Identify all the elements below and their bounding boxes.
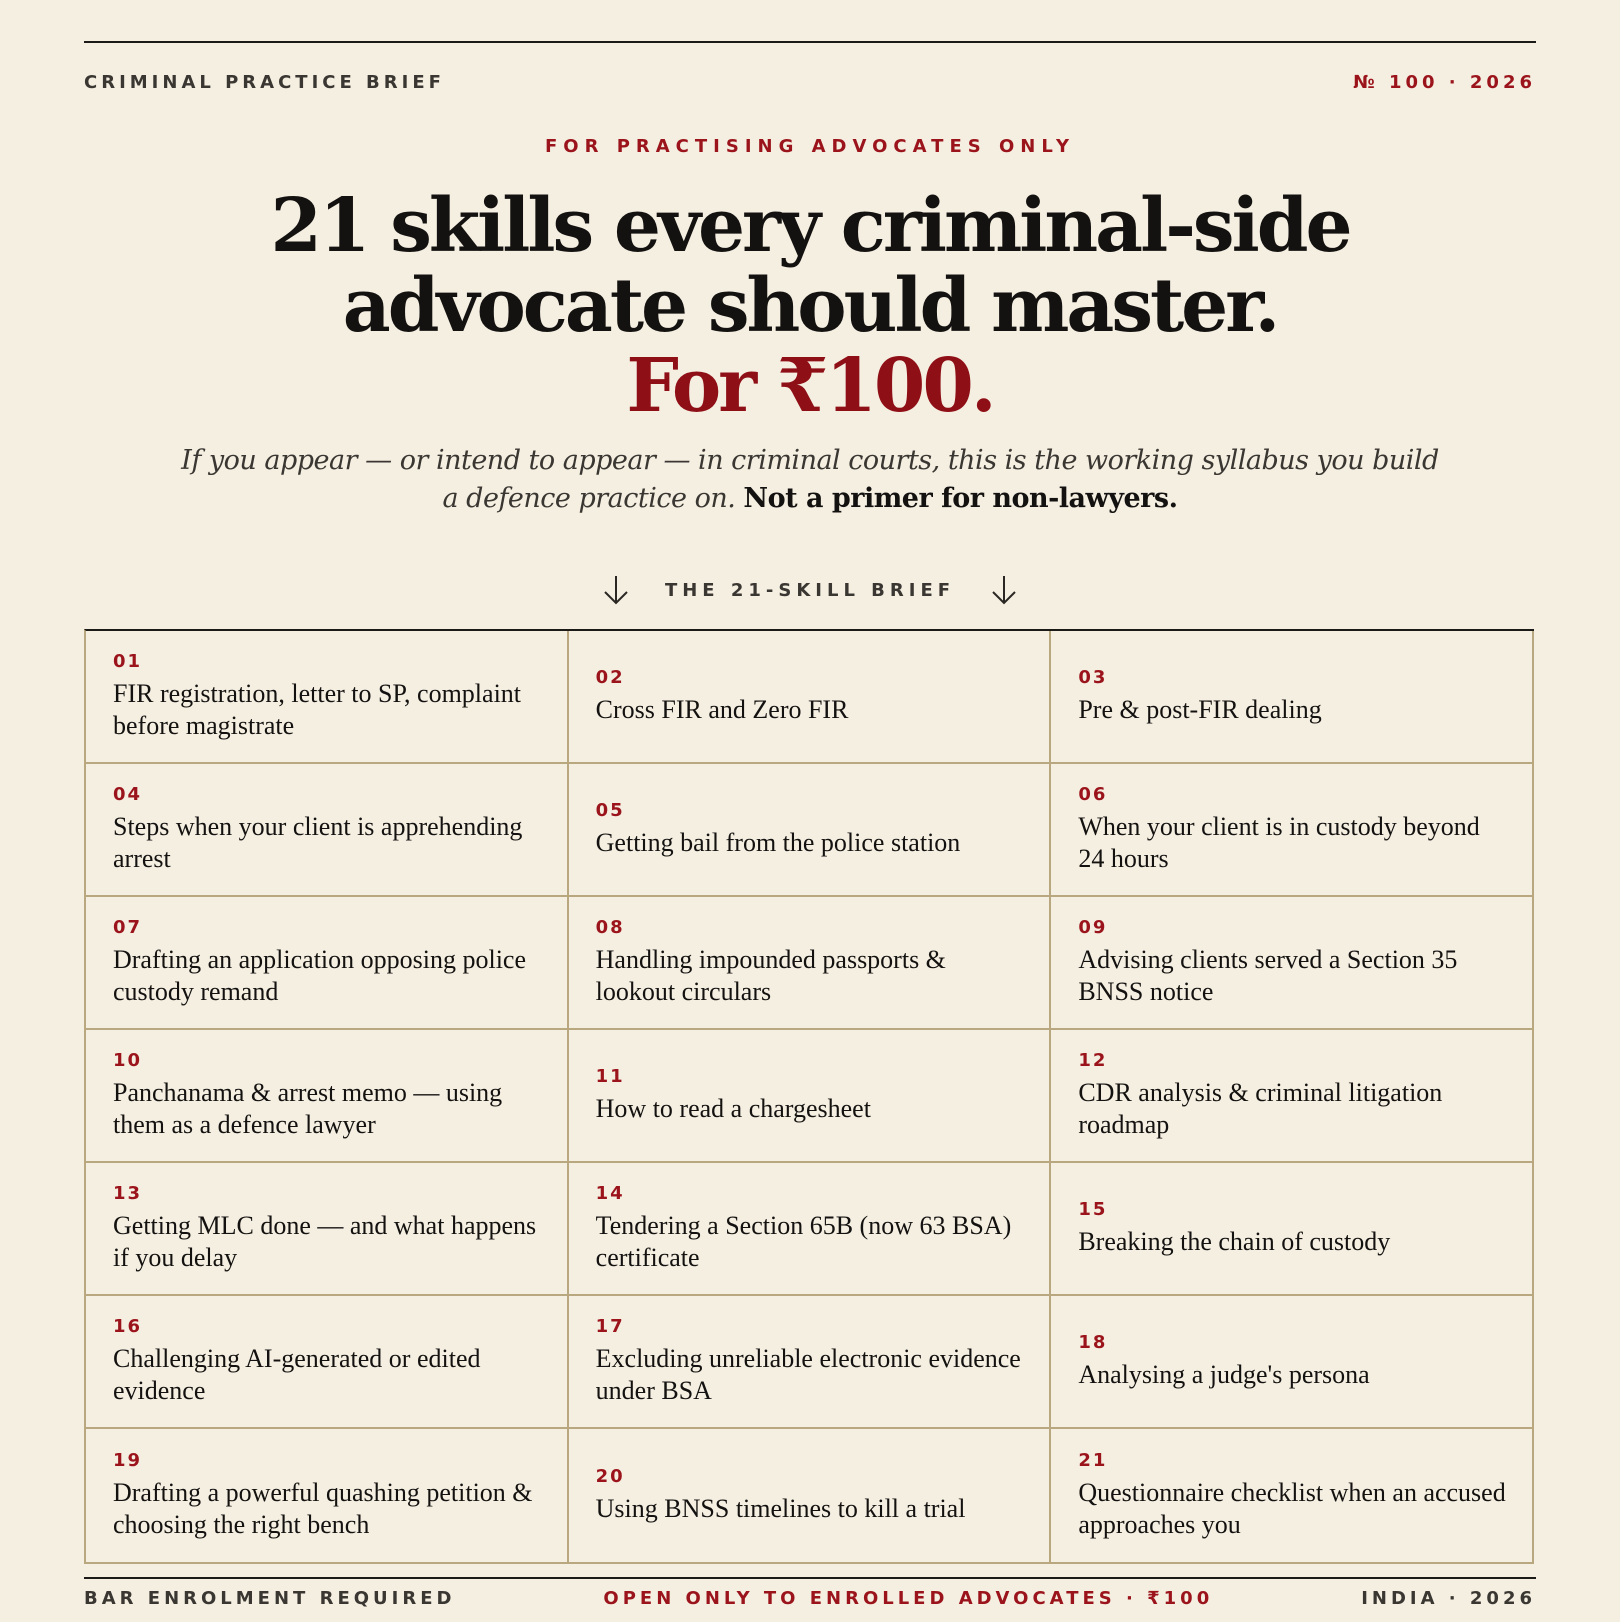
skill-label: Cross FIR and Zero FIR [595, 695, 849, 724]
skill-number: 04 [113, 784, 143, 805]
skill-item [86, 764, 569, 897]
skill-label: Drafting an application opposing police custody remand [113, 945, 527, 1006]
skill-number: 19 [113, 1450, 143, 1471]
skill-number: 13 [113, 1183, 143, 1204]
skill-item [1051, 764, 1534, 897]
top-rule [84, 41, 1536, 43]
footer-right: INDIA · 2026 [1361, 1588, 1536, 1609]
skill-number: 03 [1078, 667, 1108, 688]
skill-label: How to read a chargesheet [595, 1094, 871, 1123]
skill-item [569, 897, 1052, 1030]
section-label [0, 573, 1620, 607]
skill-item [1051, 897, 1534, 1030]
skill-label: Panchanama & arrest memo — using them as a defence lawyer [113, 1078, 503, 1139]
skill-item [86, 1163, 569, 1296]
skill-number: 14 [595, 1183, 625, 1204]
kicker: FOR PRACTISING ADVOCATES ONLY [544, 136, 1076, 157]
arrow-down-icon [991, 574, 1017, 606]
skill-item [569, 1163, 1052, 1296]
dek-italic: If you appear — or intend to appear — in criminal courts, this is the working syllabus you build a defence practice on. [181, 445, 1439, 514]
skill-label: FIR registration, letter to SP, complaint before magistrate [113, 679, 522, 740]
headline-line-1: 21 skills every criminal-side [270, 183, 1350, 269]
skill-number: 20 [595, 1466, 625, 1487]
skill-label: Drafting a powerful quashing petition & choosing the right bench [113, 1478, 533, 1539]
skill-number: 09 [1078, 917, 1108, 938]
skill-item [569, 1030, 1052, 1163]
publication-name: CRIMINAL PRACTICE BRIEF [84, 72, 445, 93]
skill-item [86, 1030, 569, 1163]
skill-label: Excluding unreliable electronic evidence under BSA [595, 1344, 1021, 1405]
skill-item [1051, 1296, 1534, 1429]
skill-label: Breaking the chain of custody [1078, 1227, 1391, 1256]
footer [84, 1588, 1536, 1609]
skill-number: 21 [1078, 1450, 1108, 1471]
skill-item [86, 631, 569, 764]
skill-item [1051, 1429, 1534, 1562]
skill-number: 07 [113, 917, 143, 938]
skill-number: 01 [113, 651, 143, 672]
dek [180, 442, 1440, 518]
footer-center: OPEN ONLY TO ENROLLED ADVOCATES · ₹100 [603, 1588, 1214, 1609]
skill-label: Challenging AI-generated or edited evidence [113, 1344, 481, 1405]
headline [0, 183, 1620, 429]
skill-label: Analysing a judge's persona [1078, 1360, 1370, 1389]
skill-label: Advising clients served a Section 35 BNSS notice [1078, 945, 1458, 1006]
skill-number: 11 [595, 1066, 625, 1087]
skill-item [1051, 631, 1534, 764]
skill-number: 16 [113, 1316, 143, 1337]
skill-item [1051, 1030, 1534, 1163]
skill-label: Getting bail from the police station [595, 828, 961, 857]
section-label-text: THE 21-SKILL BRIEF [664, 579, 956, 601]
skill-number: 05 [595, 800, 625, 821]
skill-number: 12 [1078, 1050, 1108, 1071]
bottom-rule [84, 1577, 1536, 1579]
masthead [84, 72, 1536, 93]
skill-label: Tendering a Section 65B (now 63 BSA) certificate [595, 1211, 1012, 1272]
skill-item [569, 631, 1052, 764]
headline-price: For ₹100. [626, 343, 994, 429]
headline-line-2: advocate should master. [342, 263, 1278, 349]
footer-left: BAR ENROLMENT REQUIRED [84, 1588, 456, 1609]
dek-bold: Not a primer for non-lawyers. [743, 483, 1178, 514]
skill-number: 18 [1078, 1332, 1108, 1353]
skill-item [86, 1429, 569, 1562]
skill-item [569, 1429, 1052, 1562]
skill-label: Getting MLC done — and what happens if you delay [113, 1211, 537, 1272]
skill-label: Steps when your client is apprehending arrest [113, 812, 523, 873]
skill-label: Pre & post-FIR dealing [1078, 695, 1322, 724]
skill-label: Using BNSS timelines to kill a trial [595, 1494, 966, 1523]
skill-item [569, 764, 1052, 897]
issue-number: № 100 · 2026 [1353, 72, 1536, 93]
skill-number: 15 [1078, 1199, 1108, 1220]
skill-number: 17 [595, 1316, 625, 1337]
skill-item [86, 1296, 569, 1429]
skills-grid [84, 629, 1534, 1564]
skill-label: Handling impounded passports & lookout circulars [595, 945, 946, 1006]
skill-label: CDR analysis & criminal litigation roadmap [1078, 1078, 1443, 1139]
skill-item [569, 1296, 1052, 1429]
skill-label: When your client is in custody beyond 24 hours [1078, 812, 1480, 873]
skill-item [1051, 1163, 1534, 1296]
skill-number: 10 [113, 1050, 143, 1071]
skill-number: 08 [595, 917, 625, 938]
skill-number: 02 [595, 667, 625, 688]
arrow-down-icon [603, 574, 629, 606]
skill-label: Questionnaire checklist when an accused approaches you [1078, 1478, 1506, 1539]
skill-number: 06 [1078, 784, 1108, 805]
skill-item [86, 897, 569, 1030]
